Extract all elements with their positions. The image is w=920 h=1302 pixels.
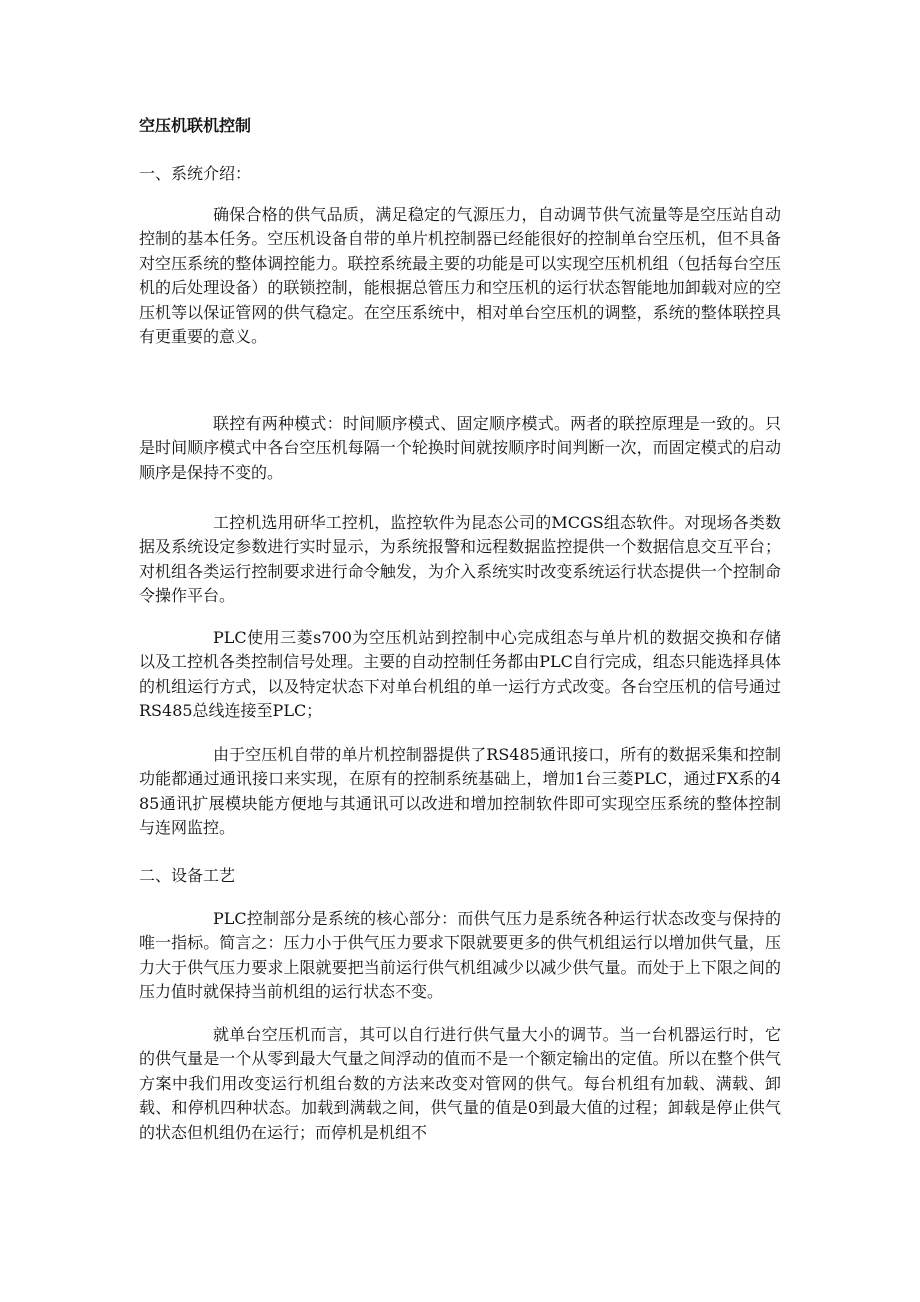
paragraph-intro-2: 联控有两种模式：时间顺序模式、固定顺序模式。两者的联控原理是一致的。只是时间顺序模式中各台空压机每隔一个轮换时间就按顺序时间判断一次，而固定模式的启动顺序是保持不变的。 bbox=[139, 414, 781, 482]
paragraph-process-1: PLC控制部分是系统的核心部分：而供气压力是系统各种运行状态改变与保持的唯一指标。简言之：压力小于供气压力要求下限就要更多的供气机组运行以增加供气量，压力大于供气压力要求上限就要把当前运行供气机组减少以减少供气量。而处于上下限之间的压力值时就保持当前机组的运行状态不变。 bbox=[139, 909, 781, 1002]
section-heading-system-intro: 一、系统介绍： bbox=[139, 164, 252, 183]
paragraph-intro-3: 工控机选用研华工控机，监控软件为昆态公司的MCGS组态软件。对现场各类数据及系统设定参数进行实时显示，为系统报警和远程数据监控提供一个数据信息交互平台；对机组各类运行控制要求进行命令触发，为介入系统实时改变系统运行状态提供一个控制命令操作平台。 bbox=[139, 513, 781, 606]
paragraph-process-2: 就单台空压机而言，其可以自行进行供气量大小的调节。当一台机器运行时，它的供气量是一个从零到最大气量之间浮动的值而不是一个额定输出的定值。所以在整个供气方案中我们用改变运行机组台数的方法来改变对管网的供气。每台机组有加载、满载、卸载、和停机四种状态。加载到满载之间，供气量的值是0到最大值的过程；卸载是停止供气的状态但机组仍在运行；而停机是机组不 bbox=[139, 1025, 781, 1142]
paragraph-intro-1: 确保合格的供气品质，满足稳定的气源压力，自动调节供气流量等是空压站自动控制的基本任务。空压机设备自带的单片机控制器已经能很好的控制单台空压机，但不具备对空压系统的整体调控能力。联控系统最主要的功能是可以实现空压机机组（包括每台空压机的后处理设备）的联锁控制，能根据总管压力和空压机的运行状态智能地加卸载对应的空压机等以保证管网的供气稳定。在空压系统中，相对单台空压机的调整，系统的整体联控具有更重要的意义。 bbox=[139, 205, 781, 347]
document-title: 空压机联机控制 bbox=[139, 116, 252, 135]
section-heading-equipment-process: 二、设备工艺 bbox=[139, 866, 236, 885]
paragraph-intro-4: PLC使用三菱s700为空压机站到控制中心完成组态与单片机的数据交换和存储以及工控机各类控制信号处理。主要的自动控制任务都由PLC自行完成，组态只能选择具体的机组运行方式，以及特定状态下对单台机组的单一运行方式改变。各台空压机的信号通过RS485总线连接至PLC； bbox=[139, 628, 781, 721]
paragraph-intro-5: 由于空压机自带的单片机控制器提供了RS485通讯接口，所有的数据采集和控制功能都通过通讯接口来实现，在原有的控制系统基础上，增加1台三菱PLC，通过FX系的485通讯扩展模块能方便地与其通讯可以改进和增加控制软件即可实现空压系统的整体控制与连网监控。 bbox=[139, 745, 781, 838]
